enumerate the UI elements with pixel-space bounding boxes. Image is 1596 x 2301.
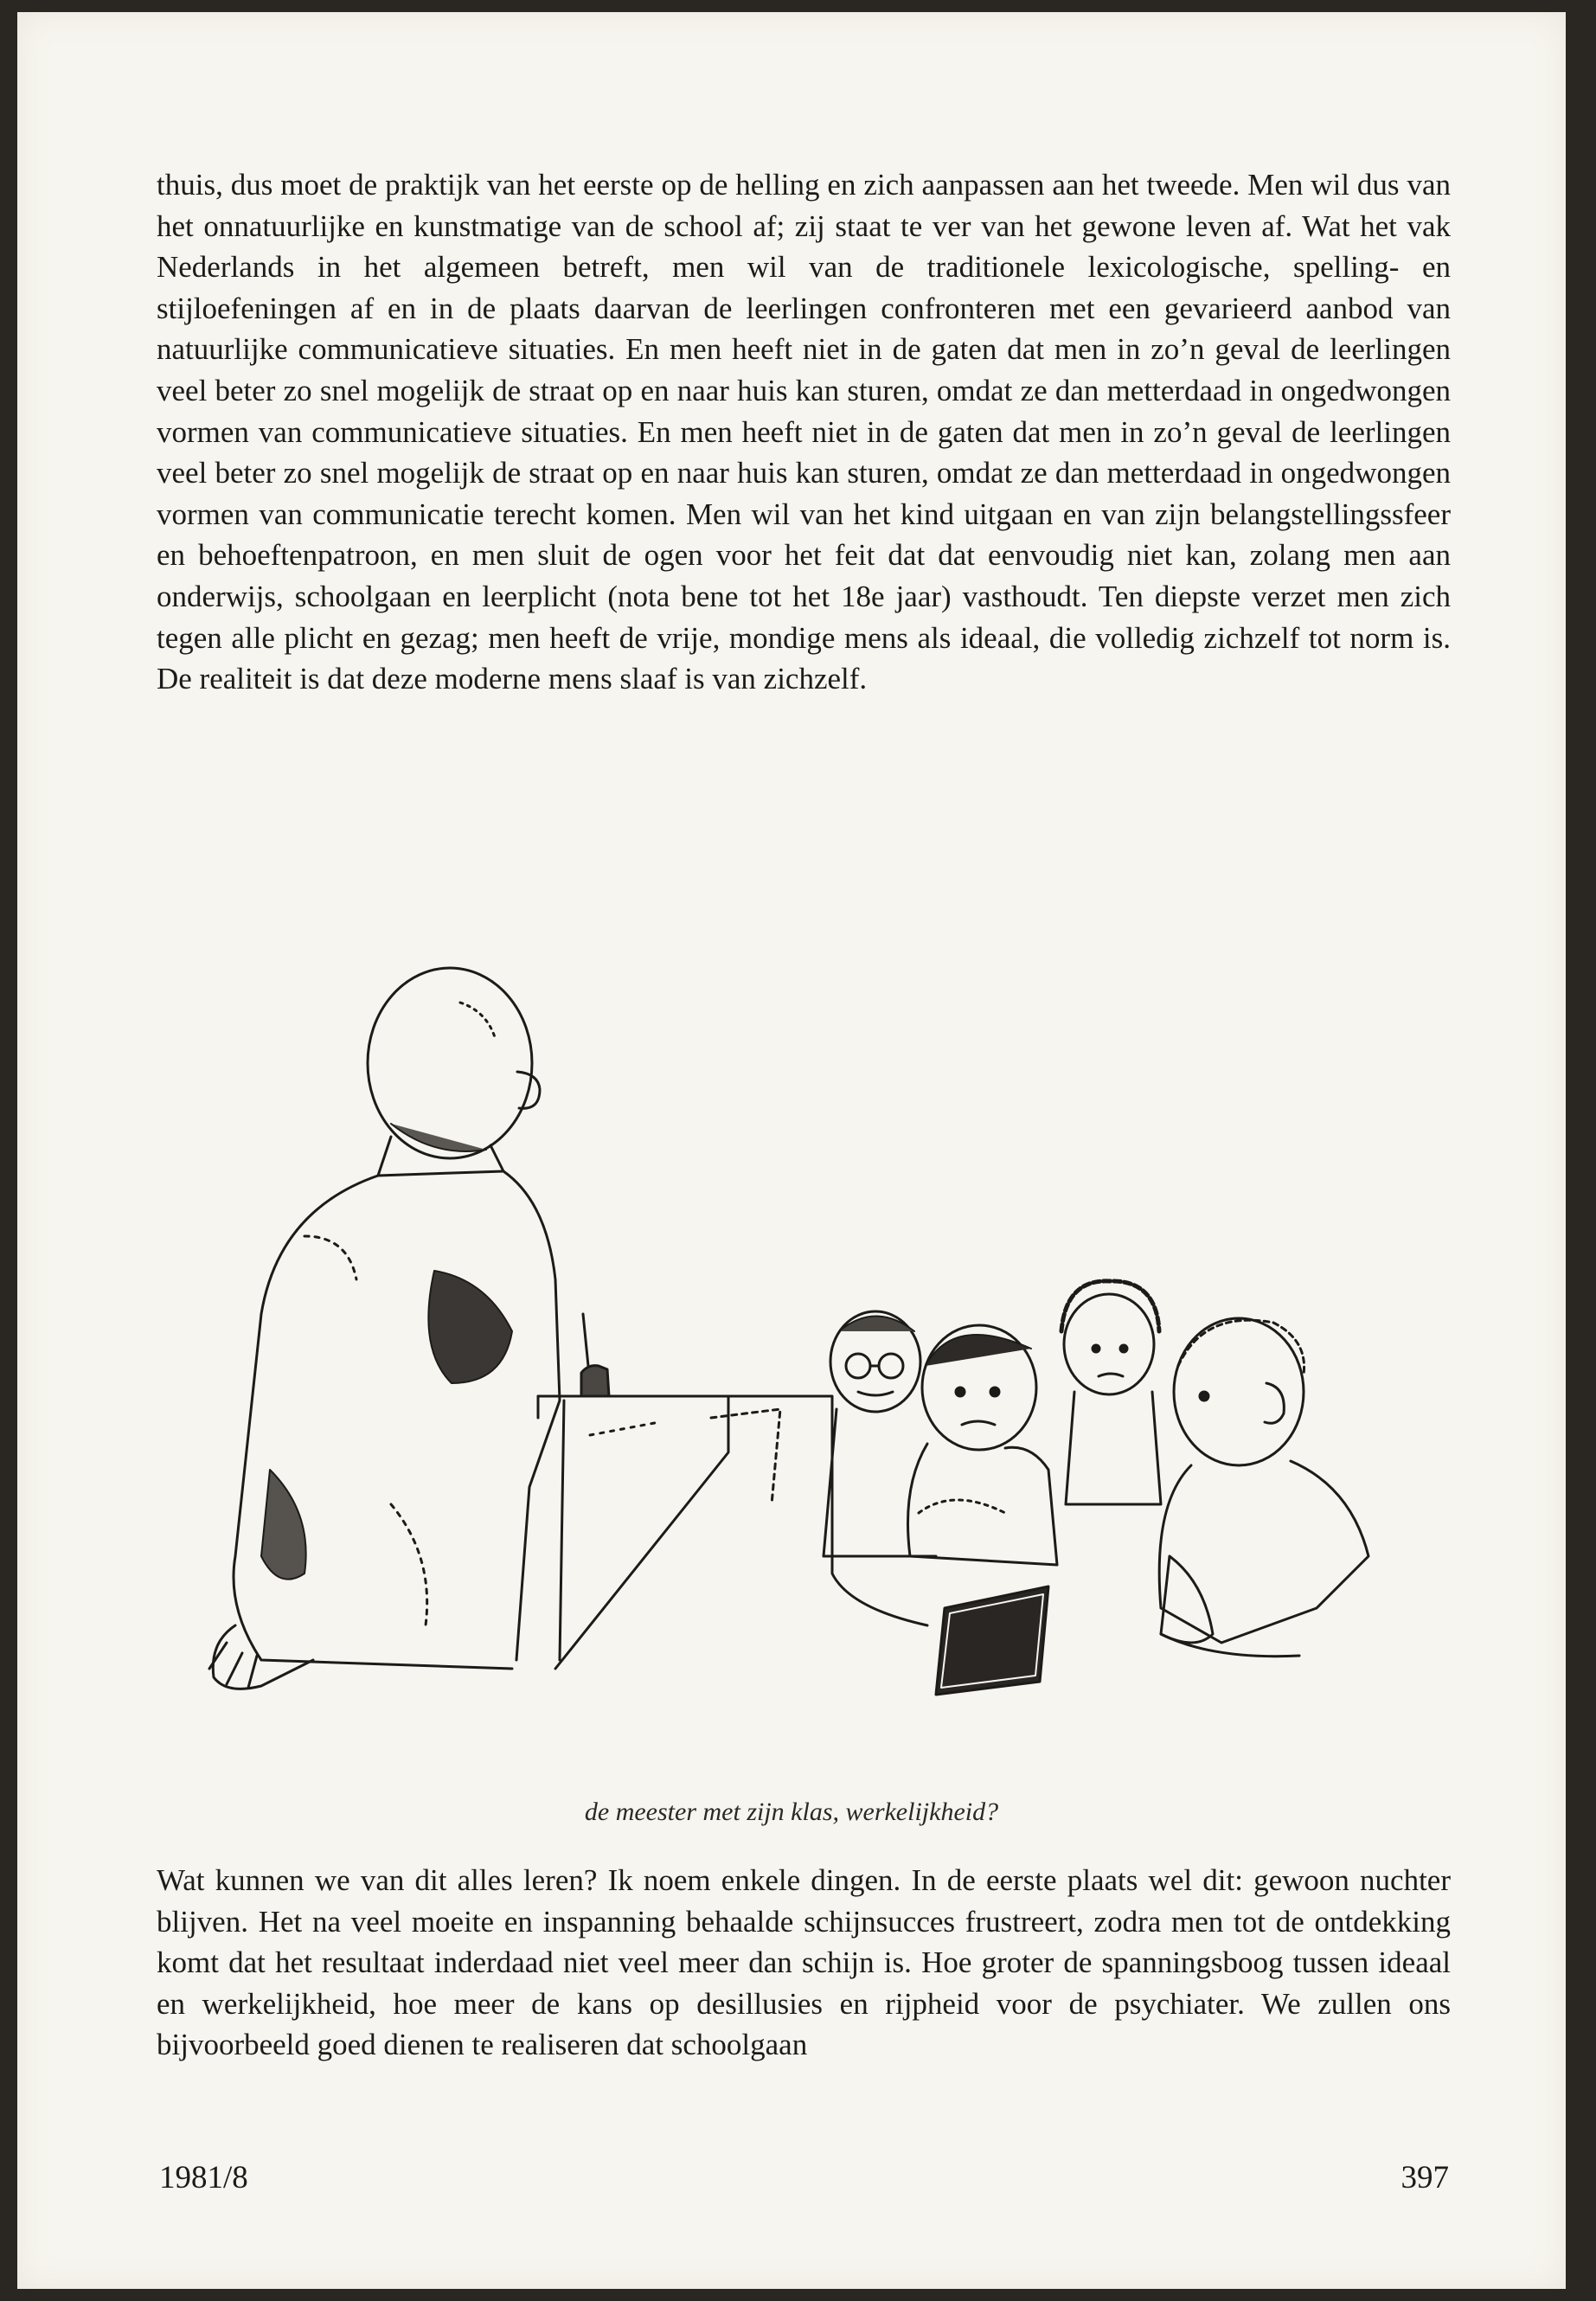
inkwell-drawing — [581, 1314, 609, 1396]
teacher-figure — [209, 968, 560, 1689]
page-number: 397 — [1401, 2160, 1449, 2195]
pupil-curly-figure — [1061, 1281, 1161, 1504]
pupil-right-figure — [1159, 1318, 1368, 1643]
issue-label: 1981/8 — [159, 2160, 248, 2195]
pupil-center-figure — [908, 1325, 1058, 1565]
slate-drawing — [936, 1586, 1048, 1695]
document-page — [17, 12, 1566, 2289]
teacher-with-class-illustration — [175, 951, 1472, 1755]
figure-caption: de meester met zijn klas, werkelijkheid? — [584, 1798, 999, 1826]
body-paragraph-bottom: Wat kunnen we van dit alles leren? Ik noem enkele dingen. In de eerste plaats wel dit: gewoon nuchter blijven. Het na veel moeite en inspanning behaalde schijnsucces frustreert, zodra men tot de ontdekking komt dat het resultaat inderdaad niet veel meer dan schijn is. Hoe groter de spanningsboog tussen ideaal en werkelijkheid, hoe meer de kans op desillusies en rijpheid voor de psychiater. We zullen ons bijvoorbeeld goed dienen te realiseren dat schoolgaan — [157, 1863, 1451, 2062]
body-paragraph-top: thuis, dus moet de praktijk van het eerste op de helling en zich aanpassen aan het tweede. Men wil dus van het onnatuurlijke en kunstmatige van de school af; zij staat te ver van het gewone leven af. Wat het vak Nederlands in het algemeen betreft, men wil van de traditionele lexicologische, spelling- en stijloefeningen af en in de plaats daarvan de leerlingen confronteren met een gevarieerd aanbod van natuurlijke communicatieve situaties. En men heeft niet in de gaten dat men in zo’n geval de leerlingen veel beter zo snel mogelijk de straat op en naar huis kan sturen, omdat ze dan metterdaad in ongedwongen vormen van communicatieve situaties. En men heeft niet in de gaten dat men in zo’n geval de leerlingen veel beter zo snel mogelijk de straat op en naar huis kan sturen, omdat ze dan metterdaad in ongedwongen vormen van communicatie terecht komen. Men wil van het kind uitgaan en van zijn belangstellingssfeer en behoeftenpatroon, en men sluit de ogen voor het feit dat dat eenvoudig niet kan, zolang men aan onderwijs, schoolgaan en leerplicht (nota bene tot het 18e jaar) vasthoudt. Ten diepste verzet men zich tegen alle plicht en gezag; men heeft de vrije, mondige mens als ideaal, die volledig zichzelf tot norm is. De realiteit is dat deze moderne mens slaaf is van zichzelf. — [157, 168, 1451, 696]
desk-drawing — [538, 1396, 832, 1669]
pupil-glasses-figure — [824, 1311, 936, 1556]
